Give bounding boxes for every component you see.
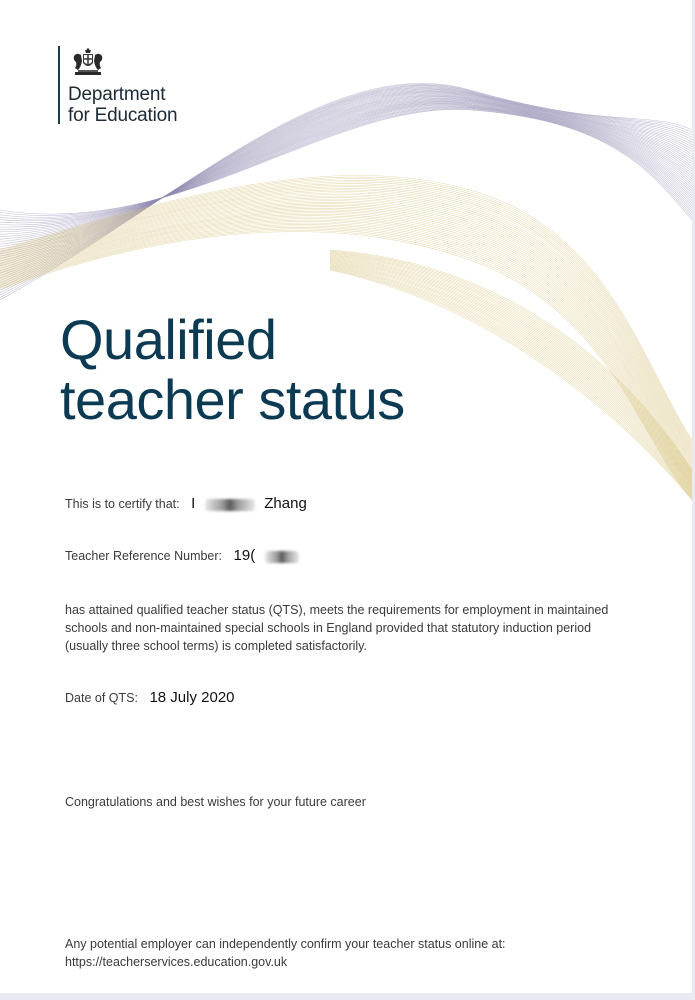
redacted-first-name (205, 499, 255, 511)
date-label: Date of QTS: (65, 691, 138, 705)
royal-coat-of-arms-icon (68, 48, 108, 78)
department-name-line2: for Education (68, 105, 178, 126)
department-name (68, 84, 208, 126)
certificate-title-line2: teacher status (60, 368, 405, 431)
date-value: 18 July 2020 (149, 689, 235, 706)
holder-surname: Zhang (264, 495, 307, 512)
trn-value-start: 19( (233, 547, 256, 564)
qts-statement: has attained qualified teacher status (QTS), meets the requirements for employment in maintained schools and non-maintained special schools in England provided that statutory induction period (usually three school terms) is completed satisfactorily. (65, 603, 609, 653)
footer-note (65, 935, 506, 971)
footer-line1: Any potential employer can independently confirm your teacher status online at: (65, 937, 506, 951)
footer-url: https://teacherservices.education.gov.uk (65, 955, 288, 969)
redacted-trn (265, 551, 299, 563)
date-row (65, 689, 235, 706)
certify-label: This is to certify that: (65, 497, 180, 511)
department-name-line1: Department (68, 84, 166, 105)
congratulations-text: Congratulations and best wishes for your future career (65, 795, 366, 809)
certificate-title (60, 310, 405, 430)
trn-row (65, 547, 305, 564)
trn-label: Teacher Reference Number: (65, 549, 223, 563)
holder-name-start: I (191, 495, 196, 512)
certificate-title-line1: Qualified (60, 308, 277, 371)
dfe-logo (58, 46, 178, 126)
certify-row (65, 495, 307, 512)
